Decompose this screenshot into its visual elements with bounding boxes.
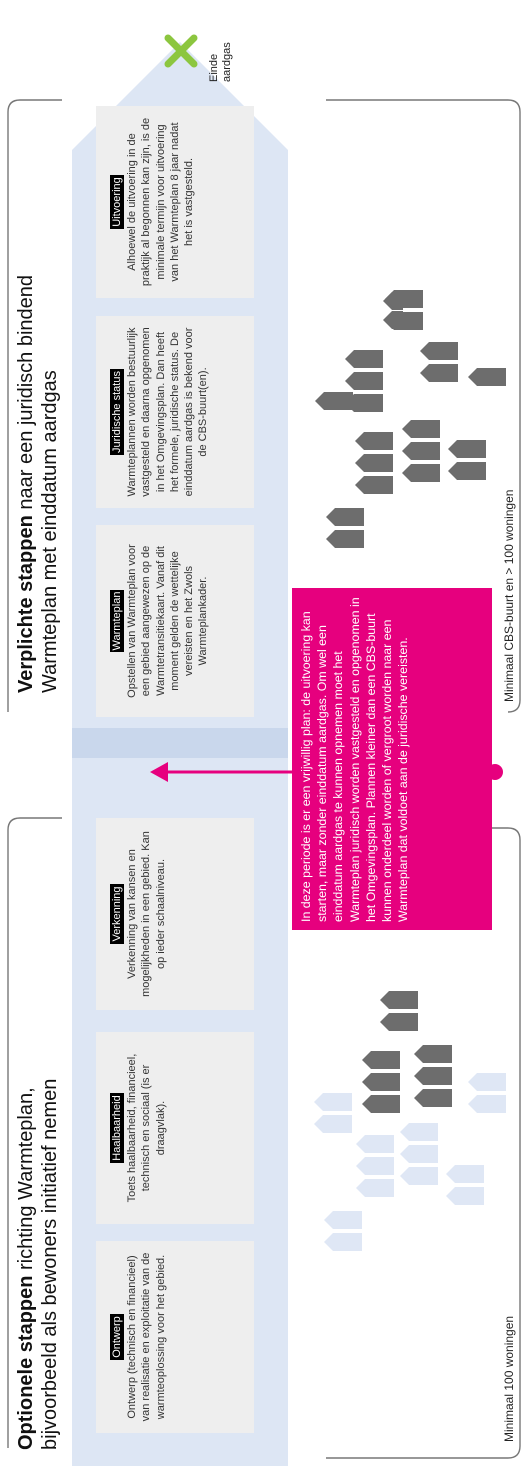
step-text: Opstellen van Warmteplan voor een gebied aangewezen op de Warmtetransitiekaart. Vanaf dit moment gelden de wettelijke vereisten en het Zwols Warmteplankader.: [126, 544, 210, 698]
voluntary-plan-note: In deze periode is er een vrijwillig plan: de uitvoering kan starten, maar zonder einddatum aardgas. Om wel een einddatum aardgas te kunnen opnemen moet het Warmteplan juridisch worden vastgesteld en opgenomen in het Omgevingsplan. Plannen kleiner dan een CBS-buurt kunnen onderdeel worden of vergroot worden naar een Warmteplan dat voldoet aan de juridische vereisten.: [292, 588, 492, 930]
step-title: Uitvoering: [111, 177, 123, 227]
required-heading-rest: naar een juridisch bindend: [15, 274, 37, 516]
house: [314, 1093, 352, 1133]
house: [315, 392, 353, 410]
step-text: Verkenning van kansen en mogelijkheden in een gebied. Kan op ieder schaalniveau.: [126, 831, 167, 997]
step-title: Verkenning: [111, 886, 123, 942]
house: [324, 1211, 362, 1251]
house: [414, 1045, 452, 1107]
house: [362, 1051, 400, 1113]
house: [468, 1073, 506, 1113]
required-min-label: Minimaal CBS-buurt en > 100 woningen: [502, 489, 516, 702]
optional-min-label: Minimaal 100 woningen: [502, 1315, 516, 1442]
house: [385, 290, 423, 330]
optional-heading-bold: Optionele stappen: [15, 1275, 37, 1450]
required-heading-line2: Warmteplan met einddatum aardgas: [39, 370, 61, 693]
step-title: Haalbaarheid: [111, 1095, 123, 1161]
step-title: Juridische status: [111, 371, 123, 453]
house: [380, 991, 418, 1031]
house: [326, 508, 364, 548]
house: [420, 342, 458, 382]
optional-heading-rest: richting Warmteplan,: [15, 1087, 37, 1276]
step-text: Alhoewel de uitvoering in de praktijk al begonnen kan zijn, is de minimale termijn voor uitvoering van het Warmteplan 8 jaar nadat het is vastgesteld.: [126, 117, 196, 287]
house: [468, 368, 506, 386]
houses-group-required: [300, 280, 520, 560]
step-text: Warmteplannen worden bestuurlijk vastgesteld en daarna opgenomen in het Omgevingsplan. Dan heeft het formele, juridische status. De einddatum aardgas is bekend voor de CBS-buurt(en).: [126, 327, 210, 497]
step-text: Ontwerp (technisch en financieel) van realisatie en exploitatie van de warmteoplossing voor het gebied.: [126, 1252, 167, 1422]
optional-heading-line2: bijvoorbeeld als bewoners initiatief nemen: [39, 1078, 61, 1450]
required-heading-bold: Verplichte stappen: [15, 515, 37, 693]
house: [448, 440, 486, 480]
end-gas-label: Einde aardgas: [208, 42, 233, 82]
step-title: Ontwerp: [111, 1316, 123, 1358]
house: [402, 420, 440, 482]
house: [355, 432, 393, 494]
step-text: Toets haalbaarheid, financieel, technisch en sociaal (is er draagvlak).: [126, 1053, 167, 1203]
houses-group-optional: [300, 985, 520, 1265]
house: [400, 1123, 438, 1185]
house: [446, 1165, 484, 1205]
step-title: Warmteplan: [111, 591, 123, 651]
house: [356, 1135, 394, 1197]
